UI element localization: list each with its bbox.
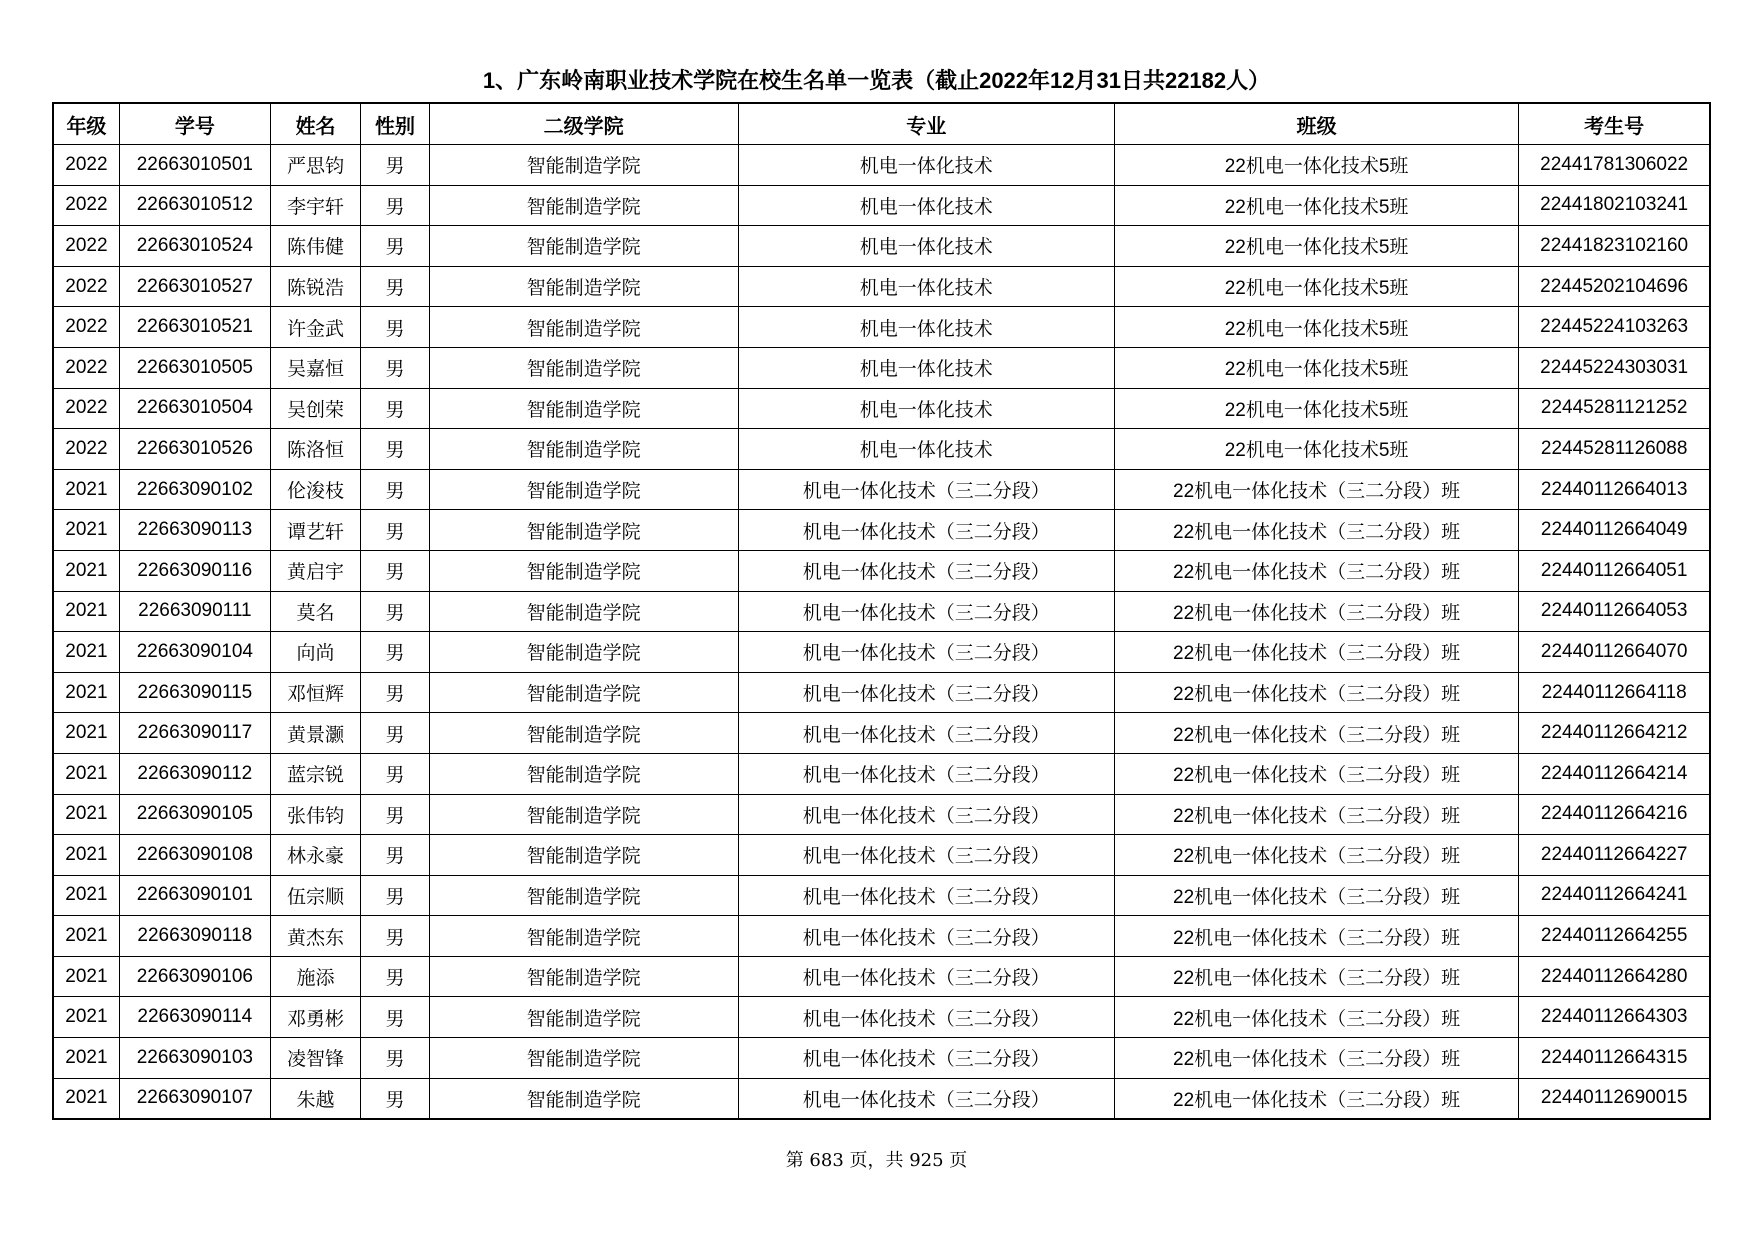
class-cell: 22机电一体化技术5班 [1114, 145, 1518, 186]
grade-cell: 2021 [53, 956, 119, 997]
exam-number-cell: 22445281126088 [1519, 429, 1710, 470]
student-id-cell: 22663090114 [119, 997, 270, 1038]
page-footer: 第 683 页，共 925 页 [785, 1150, 968, 1171]
grade-cell: 2022 [53, 307, 119, 348]
table-header-row [53, 103, 1710, 145]
student-id-cell: 22663090103 [119, 1038, 270, 1079]
name-cell: 邓恒辉 [270, 672, 361, 713]
college-cell: 智能制造学院 [429, 916, 738, 957]
gender-cell: 男 [361, 591, 429, 632]
major-cell: 机电一体化技术 [738, 429, 1114, 470]
college-cell: 智能制造学院 [429, 145, 738, 186]
student-id-cell: 22663090111 [119, 591, 270, 632]
major-cell: 机电一体化技术（三二分段） [738, 550, 1114, 591]
grade-cell: 2022 [53, 185, 119, 226]
student-id-cell: 22663010527 [119, 266, 270, 307]
college-cell: 智能制造学院 [429, 956, 738, 997]
name-cell: 陈伟健 [270, 226, 361, 267]
name-cell: 莫名 [270, 591, 361, 632]
exam-number-cell: 22440112664070 [1519, 632, 1710, 673]
name-cell: 黄杰东 [270, 916, 361, 957]
college-cell: 智能制造学院 [429, 875, 738, 916]
college-cell: 智能制造学院 [429, 672, 738, 713]
gender-cell: 男 [361, 794, 429, 835]
student-id-cell: 22663090113 [119, 510, 270, 551]
name-cell: 伦浚枝 [270, 469, 361, 510]
class-cell: 22机电一体化技术5班 [1114, 307, 1518, 348]
student-id-cell: 22663090112 [119, 753, 270, 794]
class-cell: 22机电一体化技术5班 [1114, 226, 1518, 267]
college-cell: 智能制造学院 [429, 469, 738, 510]
name-cell: 黄景灏 [270, 713, 361, 754]
name-cell: 施添 [270, 956, 361, 997]
exam-number-cell: 22440112664303 [1519, 997, 1710, 1038]
student-id-cell: 22663010512 [119, 185, 270, 226]
gender-cell: 男 [361, 550, 429, 591]
gender-cell: 男 [361, 997, 429, 1038]
name-cell: 严思钧 [270, 145, 361, 186]
class-cell: 22机电一体化技术（三二分段）班 [1114, 550, 1518, 591]
table-row [53, 916, 1710, 957]
table-row [53, 307, 1710, 348]
student-id-cell: 22663090116 [119, 550, 270, 591]
grade-cell: 2022 [53, 347, 119, 388]
class-cell: 22机电一体化技术（三二分段）班 [1114, 591, 1518, 632]
name-cell: 凌智锋 [270, 1038, 361, 1079]
college-cell: 智能制造学院 [429, 997, 738, 1038]
college-cell: 智能制造学院 [429, 388, 738, 429]
exam-number-cell: 22445202104696 [1519, 266, 1710, 307]
class-cell: 22机电一体化技术（三二分段）班 [1114, 469, 1518, 510]
major-cell: 机电一体化技术（三二分段） [738, 1078, 1114, 1119]
table-row [53, 429, 1710, 470]
student-id-cell: 22663090104 [119, 632, 270, 673]
table-body [53, 145, 1710, 1120]
student-id-cell: 22663090117 [119, 713, 270, 754]
gender-cell: 男 [361, 429, 429, 470]
student-id-cell: 22663010521 [119, 307, 270, 348]
college-cell: 智能制造学院 [429, 1038, 738, 1079]
college-cell: 智能制造学院 [429, 429, 738, 470]
header-gender: 性别 [361, 103, 429, 145]
major-cell: 机电一体化技术（三二分段） [738, 835, 1114, 876]
student-id-cell: 22663010526 [119, 429, 270, 470]
grade-cell: 2022 [53, 388, 119, 429]
gender-cell: 男 [361, 632, 429, 673]
college-cell: 智能制造学院 [429, 835, 738, 876]
college-cell: 智能制造学院 [429, 185, 738, 226]
exam-number-cell: 22440112664280 [1519, 956, 1710, 997]
grade-cell: 2021 [53, 632, 119, 673]
header-name: 姓名 [270, 103, 361, 145]
grade-cell: 2021 [53, 794, 119, 835]
table-row [53, 185, 1710, 226]
table-row [53, 997, 1710, 1038]
name-cell: 吴嘉恒 [270, 347, 361, 388]
student-id-cell: 22663090102 [119, 469, 270, 510]
major-cell: 机电一体化技术（三二分段） [738, 510, 1114, 551]
student-id-cell: 22663010505 [119, 347, 270, 388]
name-cell: 伍宗顺 [270, 875, 361, 916]
table-row [53, 145, 1710, 186]
header-major: 专业 [738, 103, 1114, 145]
college-cell: 智能制造学院 [429, 753, 738, 794]
name-cell: 张伟钧 [270, 794, 361, 835]
college-cell: 智能制造学院 [429, 307, 738, 348]
header-college: 二级学院 [429, 103, 738, 145]
table-row [53, 1078, 1710, 1119]
gender-cell: 男 [361, 956, 429, 997]
grade-cell: 2021 [53, 510, 119, 551]
college-cell: 智能制造学院 [429, 266, 738, 307]
major-cell: 机电一体化技术（三二分段） [738, 591, 1114, 632]
table-row [53, 550, 1710, 591]
name-cell: 黄启宇 [270, 550, 361, 591]
header-class: 班级 [1114, 103, 1518, 145]
name-cell: 朱越 [270, 1078, 361, 1119]
grade-cell: 2022 [53, 145, 119, 186]
grade-cell: 2021 [53, 591, 119, 632]
grade-cell: 2021 [53, 469, 119, 510]
table-row [53, 875, 1710, 916]
college-cell: 智能制造学院 [429, 591, 738, 632]
exam-number-cell: 22440112664255 [1519, 916, 1710, 957]
name-cell: 林永豪 [270, 835, 361, 876]
header-student-id: 学号 [119, 103, 270, 145]
gender-cell: 男 [361, 469, 429, 510]
grade-cell: 2021 [53, 550, 119, 591]
exam-number-cell: 22441781306022 [1519, 145, 1710, 186]
exam-number-cell: 22440112664241 [1519, 875, 1710, 916]
gender-cell: 男 [361, 753, 429, 794]
grade-cell: 2021 [53, 875, 119, 916]
name-cell: 蓝宗锐 [270, 753, 361, 794]
table-row [53, 713, 1710, 754]
class-cell: 22机电一体化技术（三二分段）班 [1114, 1078, 1518, 1119]
class-cell: 22机电一体化技术5班 [1114, 185, 1518, 226]
table-row [53, 1038, 1710, 1079]
exam-number-cell: 22440112664212 [1519, 713, 1710, 754]
exam-number-cell: 22440112664013 [1519, 469, 1710, 510]
gender-cell: 男 [361, 713, 429, 754]
name-cell: 许金武 [270, 307, 361, 348]
student-id-cell: 22663090105 [119, 794, 270, 835]
class-cell: 22机电一体化技术（三二分段）班 [1114, 632, 1518, 673]
major-cell: 机电一体化技术 [738, 266, 1114, 307]
gender-cell: 男 [361, 1038, 429, 1079]
table-row [53, 388, 1710, 429]
exam-number-cell: 22440112664214 [1519, 753, 1710, 794]
college-cell: 智能制造学院 [429, 1078, 738, 1119]
exam-number-cell: 22440112664051 [1519, 550, 1710, 591]
table-row [53, 591, 1710, 632]
college-cell: 智能制造学院 [429, 226, 738, 267]
major-cell: 机电一体化技术 [738, 347, 1114, 388]
gender-cell: 男 [361, 916, 429, 957]
class-cell: 22机电一体化技术（三二分段）班 [1114, 835, 1518, 876]
exam-number-cell: 22445224103263 [1519, 307, 1710, 348]
grade-cell: 2021 [53, 753, 119, 794]
grade-cell: 2021 [53, 672, 119, 713]
table-row [53, 469, 1710, 510]
table-row [53, 226, 1710, 267]
college-cell: 智能制造学院 [429, 550, 738, 591]
exam-number-cell: 22440112664118 [1519, 672, 1710, 713]
table-row [53, 347, 1710, 388]
gender-cell: 男 [361, 1078, 429, 1119]
grade-cell: 2021 [53, 916, 119, 957]
name-cell: 李宇轩 [270, 185, 361, 226]
exam-number-cell: 22440112690015 [1519, 1078, 1710, 1119]
grade-cell: 2022 [53, 429, 119, 470]
class-cell: 22机电一体化技术（三二分段）班 [1114, 956, 1518, 997]
college-cell: 智能制造学院 [429, 510, 738, 551]
class-cell: 22机电一体化技术（三二分段）班 [1114, 753, 1518, 794]
student-id-cell: 22663090108 [119, 835, 270, 876]
table-row [53, 794, 1710, 835]
major-cell: 机电一体化技术（三二分段） [738, 956, 1114, 997]
major-cell: 机电一体化技术（三二分段） [738, 753, 1114, 794]
gender-cell: 男 [361, 145, 429, 186]
gender-cell: 男 [361, 266, 429, 307]
exam-number-cell: 22445281121252 [1519, 388, 1710, 429]
major-cell: 机电一体化技术（三二分段） [738, 672, 1114, 713]
grade-cell: 2022 [53, 226, 119, 267]
grade-cell: 2021 [53, 1038, 119, 1079]
major-cell: 机电一体化技术（三二分段） [738, 794, 1114, 835]
class-cell: 22机电一体化技术（三二分段）班 [1114, 875, 1518, 916]
class-cell: 22机电一体化技术5班 [1114, 429, 1518, 470]
major-cell: 机电一体化技术（三二分段） [738, 469, 1114, 510]
page-title: 1、广东岭南职业技术学院在校生名单一览表（截止2022年12月31日共22182人） [482, 68, 1271, 93]
major-cell: 机电一体化技术（三二分段） [738, 875, 1114, 916]
exam-number-cell: 22441802103241 [1519, 185, 1710, 226]
major-cell: 机电一体化技术 [738, 388, 1114, 429]
gender-cell: 男 [361, 307, 429, 348]
grade-cell: 2022 [53, 266, 119, 307]
table-row [53, 632, 1710, 673]
class-cell: 22机电一体化技术（三二分段）班 [1114, 510, 1518, 551]
header-exam-number: 考生号 [1519, 103, 1710, 145]
name-cell: 吴创荣 [270, 388, 361, 429]
grade-cell: 2021 [53, 1078, 119, 1119]
table-row [53, 753, 1710, 794]
student-roster-table [52, 102, 1711, 1120]
student-id-cell: 22663010501 [119, 145, 270, 186]
exam-number-cell: 22440112664315 [1519, 1038, 1710, 1079]
major-cell: 机电一体化技术 [738, 145, 1114, 186]
gender-cell: 男 [361, 185, 429, 226]
gender-cell: 男 [361, 347, 429, 388]
student-id-cell: 22663090115 [119, 672, 270, 713]
grade-cell: 2021 [53, 713, 119, 754]
student-id-cell: 22663090118 [119, 916, 270, 957]
exam-number-cell: 22445224303031 [1519, 347, 1710, 388]
student-id-cell: 22663090106 [119, 956, 270, 997]
major-cell: 机电一体化技术（三二分段） [738, 713, 1114, 754]
exam-number-cell: 22440112664216 [1519, 794, 1710, 835]
table-row [53, 266, 1710, 307]
exam-number-cell: 22440112664227 [1519, 835, 1710, 876]
exam-number-cell: 22441823102160 [1519, 226, 1710, 267]
name-cell: 陈洛恒 [270, 429, 361, 470]
name-cell: 谭艺轩 [270, 510, 361, 551]
name-cell: 邓勇彬 [270, 997, 361, 1038]
student-id-cell: 22663090107 [119, 1078, 270, 1119]
table-row [53, 956, 1710, 997]
major-cell: 机电一体化技术（三二分段） [738, 997, 1114, 1038]
major-cell: 机电一体化技术 [738, 226, 1114, 267]
college-cell: 智能制造学院 [429, 347, 738, 388]
exam-number-cell: 22440112664053 [1519, 591, 1710, 632]
major-cell: 机电一体化技术 [738, 307, 1114, 348]
class-cell: 22机电一体化技术5班 [1114, 347, 1518, 388]
gender-cell: 男 [361, 672, 429, 713]
major-cell: 机电一体化技术（三二分段） [738, 1038, 1114, 1079]
class-cell: 22机电一体化技术5班 [1114, 266, 1518, 307]
class-cell: 22机电一体化技术（三二分段）班 [1114, 713, 1518, 754]
exam-number-cell: 22440112664049 [1519, 510, 1710, 551]
student-id-cell: 22663010504 [119, 388, 270, 429]
major-cell: 机电一体化技术（三二分段） [738, 916, 1114, 957]
gender-cell: 男 [361, 226, 429, 267]
student-id-cell: 22663010524 [119, 226, 270, 267]
major-cell: 机电一体化技术 [738, 185, 1114, 226]
student-id-cell: 22663090101 [119, 875, 270, 916]
class-cell: 22机电一体化技术（三二分段）班 [1114, 1038, 1518, 1079]
gender-cell: 男 [361, 875, 429, 916]
major-cell: 机电一体化技术（三二分段） [738, 632, 1114, 673]
class-cell: 22机电一体化技术（三二分段）班 [1114, 997, 1518, 1038]
college-cell: 智能制造学院 [429, 794, 738, 835]
name-cell: 陈锐浩 [270, 266, 361, 307]
grade-cell: 2021 [53, 997, 119, 1038]
table-row [53, 672, 1710, 713]
table-row [53, 835, 1710, 876]
class-cell: 22机电一体化技术（三二分段）班 [1114, 672, 1518, 713]
name-cell: 向尚 [270, 632, 361, 673]
gender-cell: 男 [361, 388, 429, 429]
class-cell: 22机电一体化技术（三二分段）班 [1114, 916, 1518, 957]
table-row [53, 510, 1710, 551]
class-cell: 22机电一体化技术（三二分段）班 [1114, 794, 1518, 835]
gender-cell: 男 [361, 835, 429, 876]
grade-cell: 2021 [53, 835, 119, 876]
class-cell: 22机电一体化技术5班 [1114, 388, 1518, 429]
header-grade: 年级 [53, 103, 119, 145]
college-cell: 智能制造学院 [429, 713, 738, 754]
college-cell: 智能制造学院 [429, 632, 738, 673]
gender-cell: 男 [361, 510, 429, 551]
